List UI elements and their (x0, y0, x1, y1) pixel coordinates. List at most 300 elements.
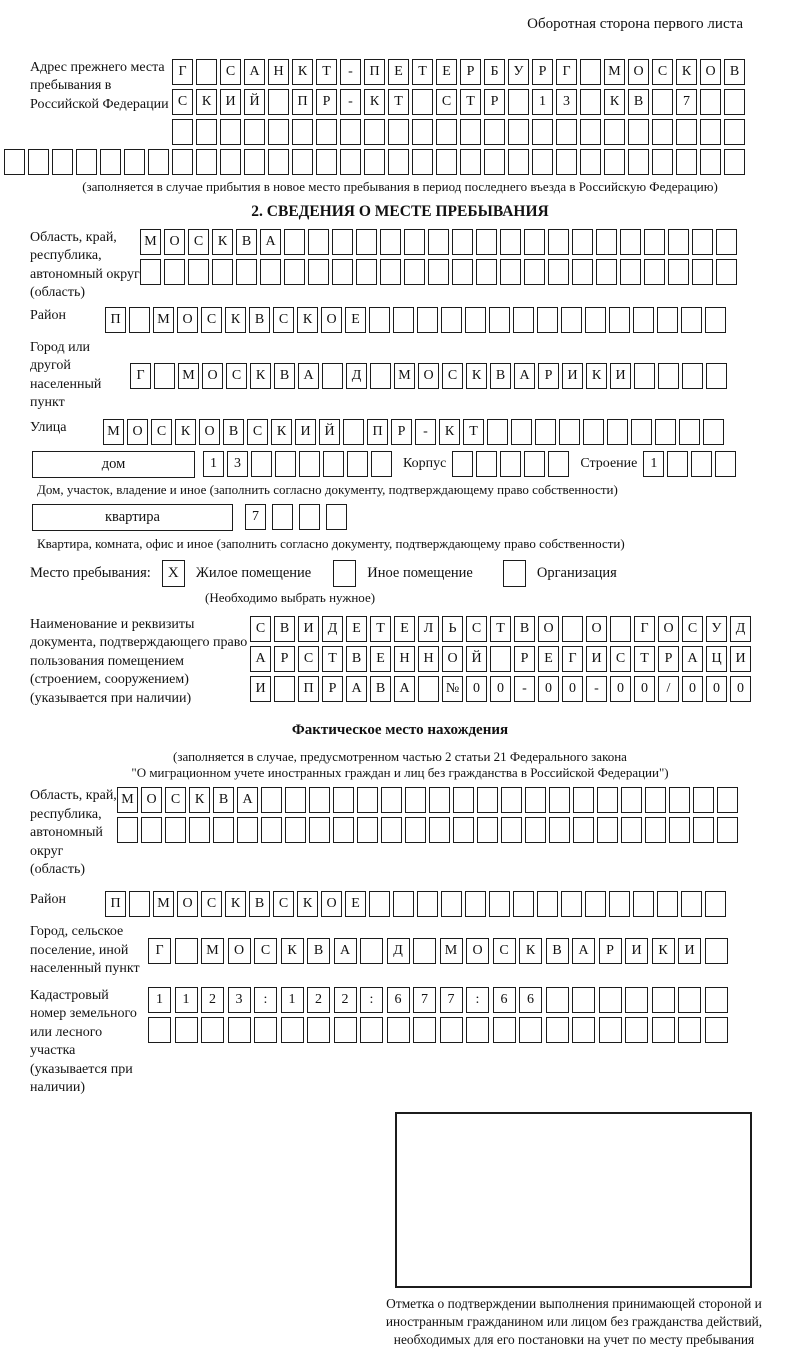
form-cell[interactable] (476, 451, 497, 477)
form-cell[interactable]: Й (466, 646, 487, 672)
form-cell[interactable] (236, 259, 257, 285)
form-cell[interactable] (356, 259, 377, 285)
form-cell[interactable]: 7 (245, 504, 266, 530)
form-cell[interactable]: М (140, 229, 161, 255)
form-cell[interactable]: Р (532, 59, 553, 85)
form-cell[interactable] (676, 149, 697, 175)
form-cell[interactable] (228, 1017, 251, 1043)
form-cell[interactable] (513, 891, 534, 917)
form-cell[interactable] (546, 1017, 569, 1043)
form-cell[interactable]: П (364, 59, 385, 85)
form-cell[interactable]: О (418, 363, 439, 389)
form-cell[interactable] (172, 119, 193, 145)
form-cell[interactable] (268, 119, 289, 145)
form-cell[interactable]: О (199, 419, 220, 445)
form-cell[interactable] (465, 307, 486, 333)
form-cell[interactable] (658, 363, 679, 389)
form-cell[interactable] (705, 307, 726, 333)
form-cell[interactable]: № (442, 676, 463, 702)
form-cell[interactable]: Р (514, 646, 535, 672)
form-cell[interactable]: Р (599, 938, 622, 964)
form-cell[interactable]: Т (316, 59, 337, 85)
form-cell[interactable]: 2 (307, 987, 330, 1013)
form-cell[interactable]: Ь (442, 616, 463, 642)
form-cell[interactable]: В (249, 891, 270, 917)
form-cell[interactable] (201, 1017, 224, 1043)
form-cell[interactable]: М (153, 891, 174, 917)
form-cell[interactable] (700, 119, 721, 145)
form-cell[interactable] (525, 787, 546, 813)
form-cell[interactable] (141, 817, 162, 843)
form-cell[interactable]: 7 (413, 987, 436, 1013)
form-cell[interactable] (360, 938, 383, 964)
form-cell[interactable] (597, 787, 618, 813)
form-cell[interactable] (681, 891, 702, 917)
form-cell[interactable] (244, 119, 265, 145)
form-cell[interactable] (380, 259, 401, 285)
form-cell[interactable] (532, 149, 553, 175)
form-cell[interactable] (487, 419, 508, 445)
form-cell[interactable]: : (254, 987, 277, 1013)
form-cell[interactable] (412, 119, 433, 145)
form-cell[interactable]: М (178, 363, 199, 389)
form-cell[interactable]: И (625, 938, 648, 964)
form-cell[interactable] (668, 229, 689, 255)
form-cell[interactable] (334, 1017, 357, 1043)
form-cell[interactable] (332, 229, 353, 255)
form-cell[interactable]: О (141, 787, 162, 813)
form-cell[interactable]: А (682, 646, 703, 672)
form-cell[interactable] (441, 307, 462, 333)
form-cell[interactable]: С (250, 616, 271, 642)
form-cell[interactable] (360, 1017, 383, 1043)
form-cell[interactable] (418, 676, 439, 702)
form-cell[interactable]: 0 (682, 676, 703, 702)
form-cell[interactable]: С (247, 419, 268, 445)
form-cell[interactable]: К (297, 307, 318, 333)
form-cell[interactable] (703, 419, 724, 445)
form-cell[interactable] (524, 259, 545, 285)
form-cell[interactable]: 1 (643, 451, 664, 477)
form-cell[interactable] (604, 149, 625, 175)
form-cell[interactable] (453, 817, 474, 843)
form-cell[interactable] (284, 259, 305, 285)
form-cell[interactable] (700, 149, 721, 175)
form-cell[interactable] (501, 787, 522, 813)
form-cell[interactable] (644, 229, 665, 255)
form-cell[interactable]: М (117, 787, 138, 813)
form-cell[interactable] (429, 787, 450, 813)
form-cell[interactable] (525, 817, 546, 843)
form-cell[interactable] (129, 307, 150, 333)
form-cell[interactable] (175, 1017, 198, 1043)
form-cell[interactable] (500, 229, 521, 255)
form-cell[interactable] (196, 119, 217, 145)
form-cell[interactable]: О (164, 229, 185, 255)
form-cell[interactable] (284, 229, 305, 255)
form-cell[interactable] (610, 616, 631, 642)
form-cell[interactable]: Д (346, 363, 367, 389)
form-cell[interactable]: А (244, 59, 265, 85)
form-cell[interactable] (548, 451, 569, 477)
form-cell[interactable]: 0 (706, 676, 727, 702)
form-cell[interactable] (657, 307, 678, 333)
form-cell[interactable] (628, 119, 649, 145)
form-cell[interactable] (511, 419, 532, 445)
form-cell[interactable] (652, 149, 673, 175)
form-cell[interactable] (705, 1017, 728, 1043)
form-cell[interactable] (628, 149, 649, 175)
form-cell[interactable]: Л (418, 616, 439, 642)
form-cell[interactable] (4, 149, 25, 175)
form-cell[interactable]: С (226, 363, 247, 389)
form-cell[interactable]: К (271, 419, 292, 445)
form-cell[interactable] (260, 259, 281, 285)
form-cell[interactable] (369, 891, 390, 917)
form-cell[interactable] (633, 891, 654, 917)
form-cell[interactable]: 1 (175, 987, 198, 1013)
form-cell[interactable]: А (514, 363, 535, 389)
form-cell[interactable]: С (442, 363, 463, 389)
form-cell[interactable] (573, 817, 594, 843)
form-cell[interactable] (388, 119, 409, 145)
form-cell[interactable]: 0 (562, 676, 583, 702)
form-cell[interactable] (364, 149, 385, 175)
form-cell[interactable] (275, 451, 296, 477)
form-cell[interactable] (188, 259, 209, 285)
form-cell[interactable] (489, 891, 510, 917)
form-cell[interactable] (705, 938, 728, 964)
form-cell[interactable] (490, 646, 511, 672)
form-cell[interactable]: О (700, 59, 721, 85)
form-cell[interactable] (631, 419, 652, 445)
form-cell[interactable] (633, 307, 654, 333)
form-cell[interactable]: С (273, 891, 294, 917)
form-cell[interactable] (556, 119, 577, 145)
form-cell[interactable] (556, 149, 577, 175)
form-cell[interactable] (340, 119, 361, 145)
form-cell[interactable]: И (562, 363, 583, 389)
form-cell[interactable]: М (394, 363, 415, 389)
form-cell[interactable] (580, 149, 601, 175)
form-cell[interactable] (465, 891, 486, 917)
form-cell[interactable] (381, 787, 402, 813)
form-cell[interactable] (340, 149, 361, 175)
form-cell[interactable] (308, 229, 329, 255)
form-cell[interactable] (580, 89, 601, 115)
form-cell[interactable]: В (628, 89, 649, 115)
form-cell[interactable] (196, 59, 217, 85)
form-cell[interactable]: О (321, 891, 342, 917)
form-cell[interactable] (652, 119, 673, 145)
form-cell[interactable]: В (274, 616, 295, 642)
dom-box[interactable]: дом (32, 451, 195, 478)
form-cell[interactable]: М (103, 419, 124, 445)
form-cell[interactable]: В (307, 938, 330, 964)
form-cell[interactable]: Д (730, 616, 751, 642)
form-cell[interactable] (405, 817, 426, 843)
form-cell[interactable] (537, 307, 558, 333)
form-cell[interactable] (441, 891, 462, 917)
form-cell[interactable] (693, 787, 714, 813)
form-cell[interactable] (724, 119, 745, 145)
form-cell[interactable] (387, 1017, 410, 1043)
form-cell[interactable]: - (340, 89, 361, 115)
form-cell[interactable]: П (367, 419, 388, 445)
form-cell[interactable] (644, 259, 665, 285)
form-cell[interactable] (332, 259, 353, 285)
form-cell[interactable]: О (628, 59, 649, 85)
form-cell[interactable]: С (220, 59, 241, 85)
form-cell[interactable]: Е (345, 891, 366, 917)
form-cell[interactable] (413, 938, 436, 964)
form-cell[interactable] (220, 149, 241, 175)
form-cell[interactable] (692, 259, 713, 285)
form-cell[interactable] (453, 787, 474, 813)
form-cell[interactable] (625, 987, 648, 1013)
form-cell[interactable]: Р (460, 59, 481, 85)
form-cell[interactable] (412, 89, 433, 115)
form-cell[interactable] (417, 891, 438, 917)
form-cell[interactable]: Е (394, 616, 415, 642)
form-cell[interactable]: В (346, 646, 367, 672)
form-cell[interactable] (274, 676, 295, 702)
form-cell[interactable] (580, 119, 601, 145)
form-cell[interactable]: А (346, 676, 367, 702)
form-cell[interactable]: Е (345, 307, 366, 333)
form-cell[interactable]: 6 (519, 987, 542, 1013)
form-cell[interactable]: Р (391, 419, 412, 445)
form-cell[interactable]: 0 (610, 676, 631, 702)
form-cell[interactable] (308, 259, 329, 285)
form-cell[interactable]: К (586, 363, 607, 389)
form-cell[interactable]: И (678, 938, 701, 964)
form-cell[interactable] (652, 89, 673, 115)
form-cell[interactable] (705, 987, 728, 1013)
form-cell[interactable] (417, 307, 438, 333)
form-cell[interactable]: К (212, 229, 233, 255)
form-cell[interactable]: - (340, 59, 361, 85)
form-cell[interactable]: В (223, 419, 244, 445)
form-cell[interactable]: О (177, 891, 198, 917)
form-cell[interactable] (484, 149, 505, 175)
form-cell[interactable] (573, 787, 594, 813)
form-cell[interactable]: Н (418, 646, 439, 672)
form-cell[interactable] (28, 149, 49, 175)
form-cell[interactable]: - (514, 676, 535, 702)
form-cell[interactable] (561, 891, 582, 917)
form-cell[interactable] (371, 451, 392, 477)
form-cell[interactable]: 3 (556, 89, 577, 115)
form-cell[interactable]: Г (562, 646, 583, 672)
form-cell[interactable]: Е (436, 59, 457, 85)
form-cell[interactable]: М (604, 59, 625, 85)
form-cell[interactable] (501, 817, 522, 843)
form-cell[interactable]: 0 (466, 676, 487, 702)
form-cell[interactable]: Д (387, 938, 410, 964)
form-cell[interactable]: В (546, 938, 569, 964)
form-cell[interactable]: В (213, 787, 234, 813)
form-cell[interactable]: Г (172, 59, 193, 85)
form-cell[interactable]: 3 (228, 987, 251, 1013)
form-cell[interactable] (165, 817, 186, 843)
form-cell[interactable] (452, 451, 473, 477)
form-cell[interactable] (148, 149, 169, 175)
form-cell[interactable]: Е (388, 59, 409, 85)
form-cell[interactable]: В (514, 616, 535, 642)
form-cell[interactable]: 1 (281, 987, 304, 1013)
form-cell[interactable] (309, 787, 330, 813)
form-cell[interactable]: Т (634, 646, 655, 672)
form-cell[interactable]: 1 (532, 89, 553, 115)
form-cell[interactable] (476, 259, 497, 285)
form-cell[interactable]: П (105, 307, 126, 333)
form-cell[interactable] (76, 149, 97, 175)
form-cell[interactable] (508, 119, 529, 145)
form-cell[interactable] (667, 451, 688, 477)
form-cell[interactable] (316, 149, 337, 175)
form-cell[interactable] (466, 1017, 489, 1043)
form-cell[interactable]: К (439, 419, 460, 445)
form-cell[interactable] (657, 891, 678, 917)
form-cell[interactable] (292, 119, 313, 145)
form-cell[interactable] (148, 1017, 171, 1043)
form-cell[interactable] (706, 363, 727, 389)
form-cell[interactable] (715, 451, 736, 477)
form-cell[interactable]: 7 (676, 89, 697, 115)
form-cell[interactable] (681, 307, 702, 333)
form-cell[interactable]: К (281, 938, 304, 964)
form-cell[interactable]: С (652, 59, 673, 85)
form-cell[interactable] (299, 504, 320, 530)
form-cell[interactable]: О (228, 938, 251, 964)
form-cell[interactable]: С (151, 419, 172, 445)
form-cell[interactable] (645, 787, 666, 813)
form-cell[interactable] (596, 259, 617, 285)
form-cell[interactable] (100, 149, 121, 175)
form-cell[interactable] (532, 119, 553, 145)
form-cell[interactable]: К (292, 59, 313, 85)
form-cell[interactable]: Е (346, 616, 367, 642)
form-cell[interactable]: У (706, 616, 727, 642)
form-cell[interactable] (535, 419, 556, 445)
form-cell[interactable]: О (202, 363, 223, 389)
form-cell[interactable] (572, 987, 595, 1013)
form-cell[interactable]: С (188, 229, 209, 255)
form-cell[interactable]: А (572, 938, 595, 964)
form-cell[interactable]: С (682, 616, 703, 642)
form-cell[interactable] (129, 891, 150, 917)
form-cell[interactable]: В (724, 59, 745, 85)
form-cell[interactable] (620, 259, 641, 285)
form-cell[interactable]: В (274, 363, 295, 389)
form-cell[interactable] (404, 229, 425, 255)
form-cell[interactable]: Т (412, 59, 433, 85)
form-cell[interactable] (679, 419, 700, 445)
form-cell[interactable]: С (172, 89, 193, 115)
form-cell[interactable] (476, 229, 497, 255)
form-cell[interactable]: Р (484, 89, 505, 115)
form-cell[interactable] (124, 149, 145, 175)
form-cell[interactable]: С (493, 938, 516, 964)
form-cell[interactable]: Г (556, 59, 577, 85)
form-cell[interactable] (609, 891, 630, 917)
form-cell[interactable]: О (538, 616, 559, 642)
form-cell[interactable] (309, 817, 330, 843)
form-cell[interactable] (484, 119, 505, 145)
form-cell[interactable]: О (586, 616, 607, 642)
form-cell[interactable] (452, 259, 473, 285)
form-cell[interactable] (572, 1017, 595, 1043)
form-cell[interactable]: / (658, 676, 679, 702)
form-cell[interactable]: К (466, 363, 487, 389)
form-cell[interactable]: И (298, 616, 319, 642)
form-cell[interactable] (381, 817, 402, 843)
form-cell[interactable] (436, 119, 457, 145)
form-cell[interactable] (323, 451, 344, 477)
zhiloe-checkbox[interactable]: X (162, 560, 185, 587)
form-cell[interactable] (357, 817, 378, 843)
form-cell[interactable] (254, 1017, 277, 1043)
form-cell[interactable]: П (298, 676, 319, 702)
form-cell[interactable]: М (440, 938, 463, 964)
form-cell[interactable]: 7 (440, 987, 463, 1013)
form-cell[interactable] (52, 149, 73, 175)
form-cell[interactable] (316, 119, 337, 145)
form-cell[interactable] (549, 787, 570, 813)
form-cell[interactable]: А (334, 938, 357, 964)
form-cell[interactable] (428, 229, 449, 255)
form-cell[interactable] (692, 229, 713, 255)
form-cell[interactable] (583, 419, 604, 445)
form-cell[interactable] (513, 307, 534, 333)
form-cell[interactable]: 3 (227, 451, 248, 477)
form-cell[interactable] (333, 787, 354, 813)
form-cell[interactable] (599, 987, 622, 1013)
form-cell[interactable]: А (394, 676, 415, 702)
form-cell[interactable]: 0 (634, 676, 655, 702)
form-cell[interactable]: И (295, 419, 316, 445)
form-cell[interactable] (369, 307, 390, 333)
form-cell[interactable] (668, 259, 689, 285)
form-cell[interactable]: К (225, 307, 246, 333)
form-cell[interactable]: С (466, 616, 487, 642)
form-cell[interactable] (413, 1017, 436, 1043)
form-cell[interactable]: Г (634, 616, 655, 642)
form-cell[interactable] (196, 149, 217, 175)
form-cell[interactable] (669, 817, 690, 843)
form-cell[interactable] (285, 817, 306, 843)
form-cell[interactable] (489, 307, 510, 333)
form-cell[interactable] (508, 149, 529, 175)
form-cell[interactable] (393, 891, 414, 917)
form-cell[interactable] (693, 817, 714, 843)
form-cell[interactable]: О (321, 307, 342, 333)
form-cell[interactable] (477, 787, 498, 813)
form-cell[interactable] (460, 149, 481, 175)
form-cell[interactable] (500, 259, 521, 285)
form-cell[interactable]: К (189, 787, 210, 813)
form-cell[interactable] (546, 987, 569, 1013)
form-cell[interactable] (117, 817, 138, 843)
form-cell[interactable] (213, 817, 234, 843)
form-cell[interactable] (281, 1017, 304, 1043)
form-cell[interactable] (412, 149, 433, 175)
form-cell[interactable]: В (249, 307, 270, 333)
form-cell[interactable]: К (676, 59, 697, 85)
form-cell[interactable]: Р (316, 89, 337, 115)
form-cell[interactable] (717, 787, 738, 813)
